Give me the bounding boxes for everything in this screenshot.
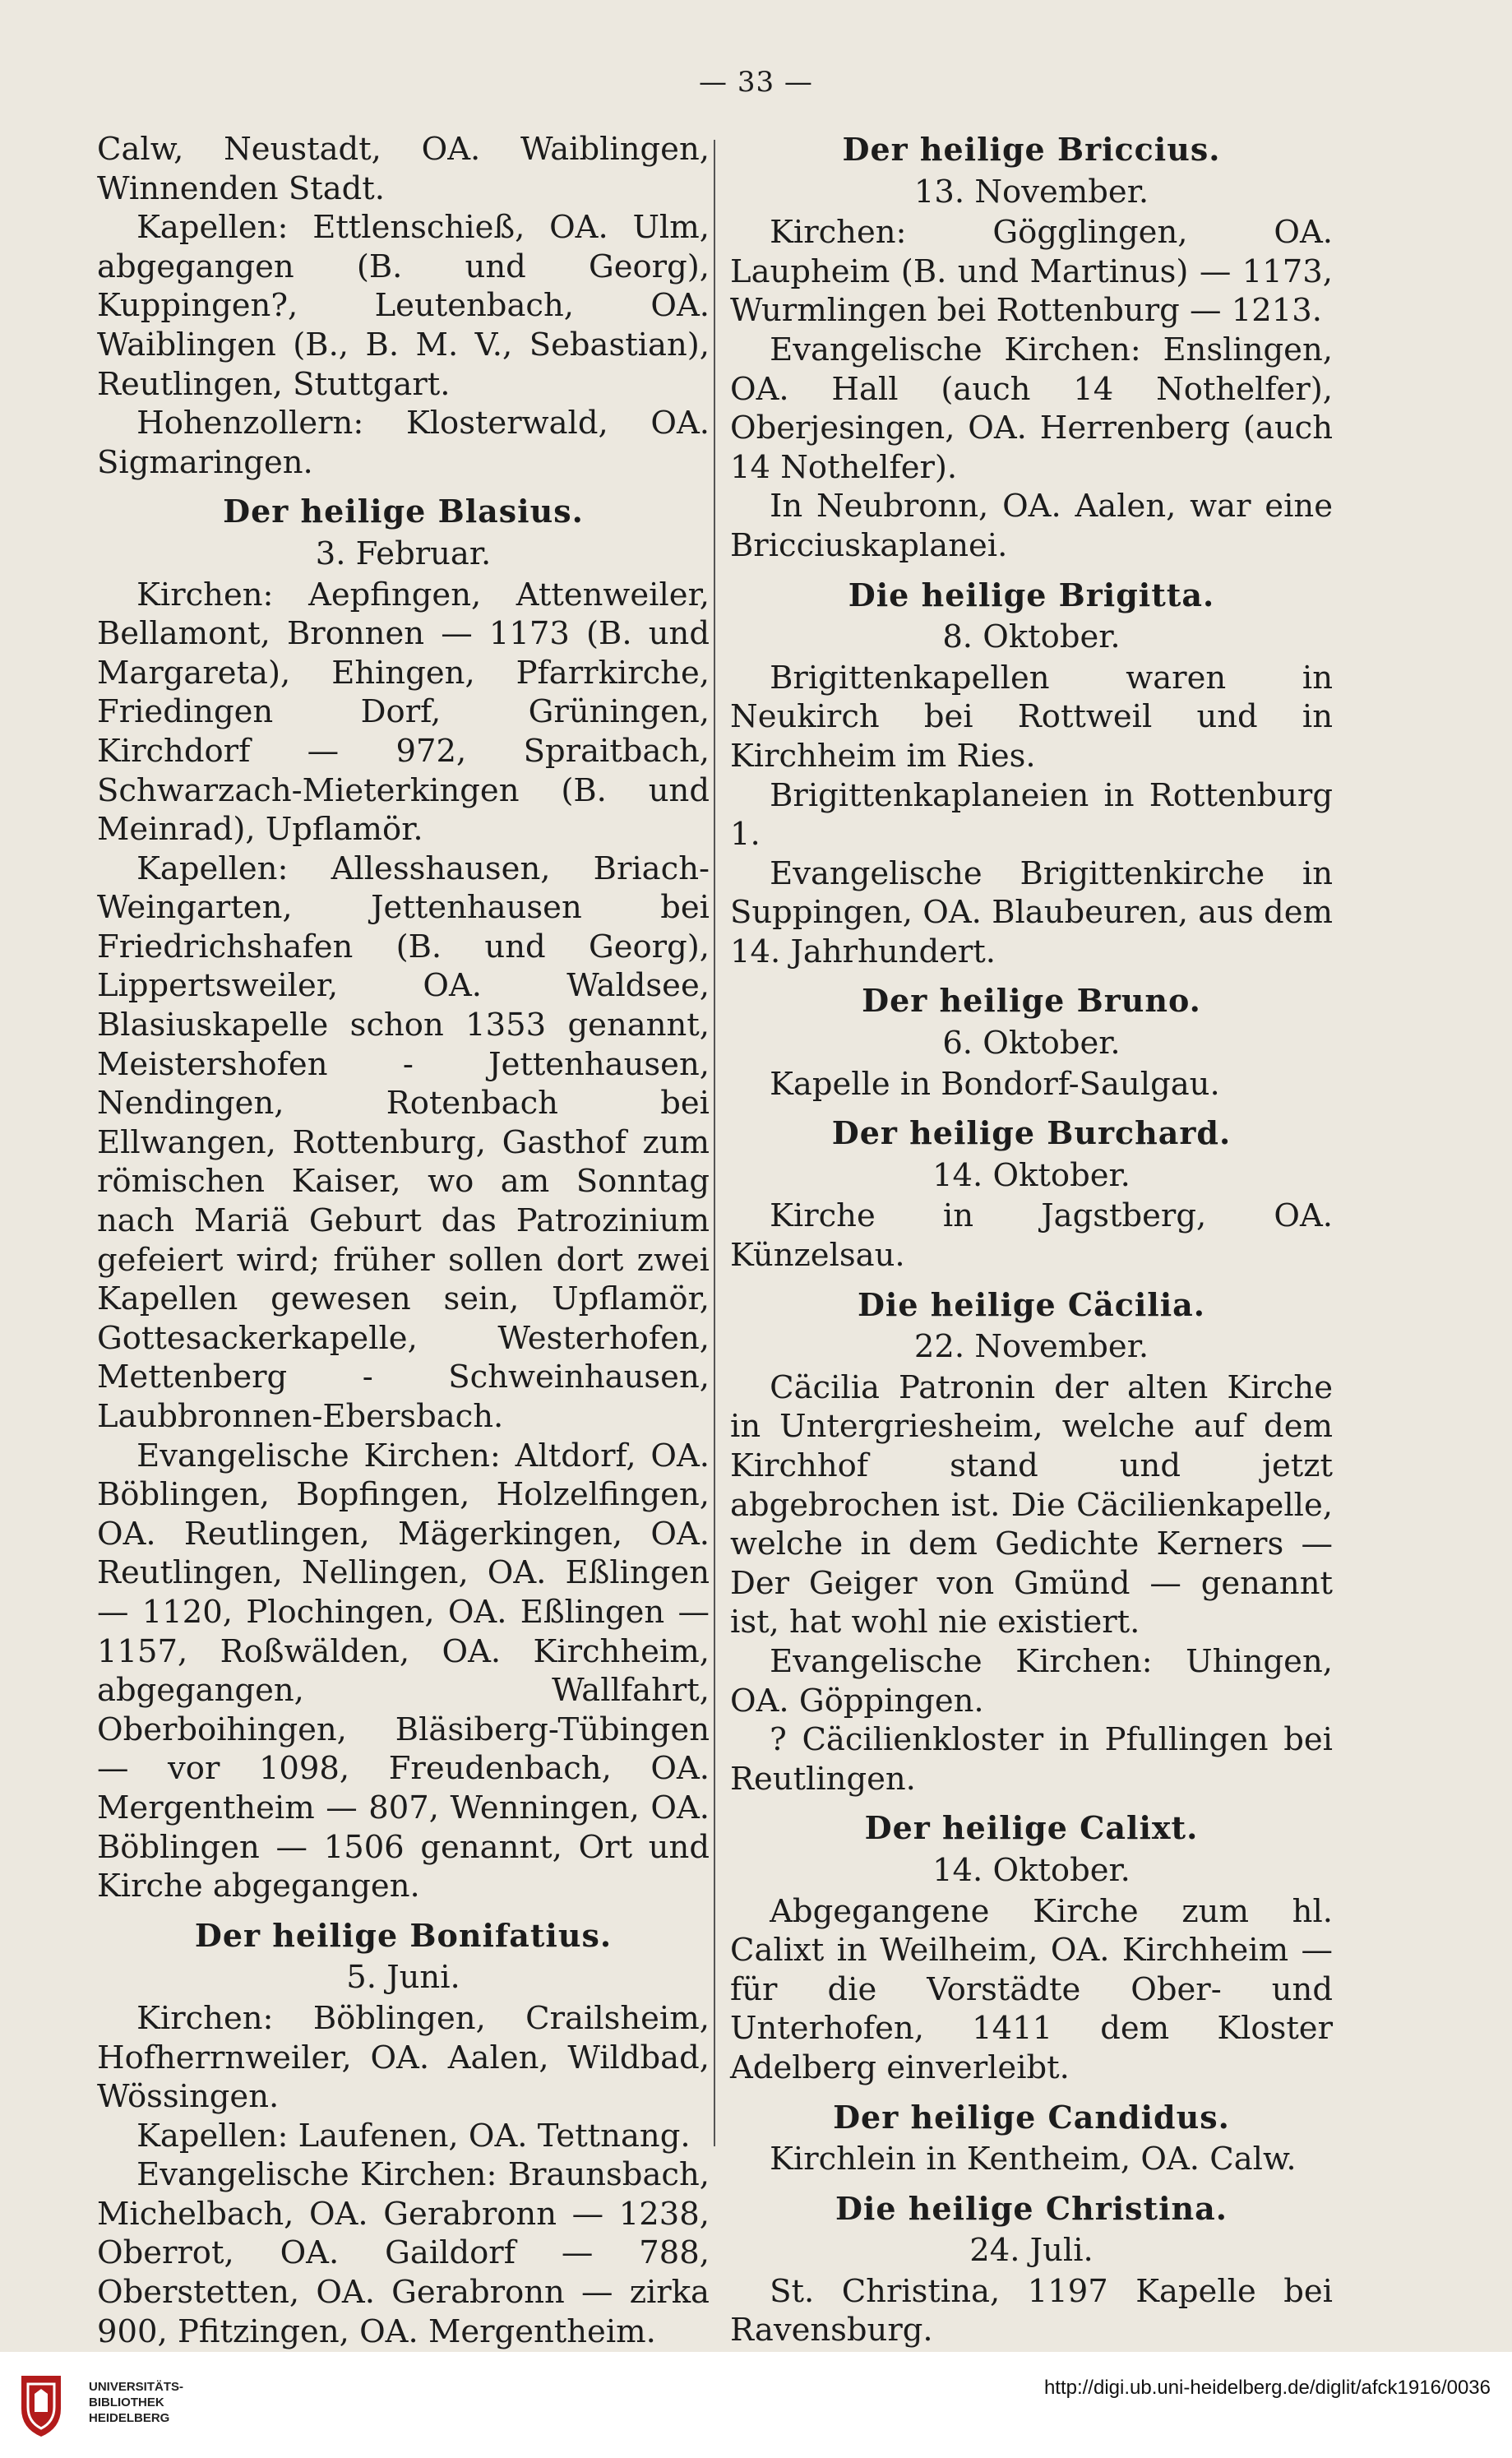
feast-date: 14. Oktober. [932,1851,1131,1889]
paragraph: Evangelische Kirchen: Enslingen, OA. Hall (auch 14 Nothelfer), Oberjesingen, OA. Herrenberg (auch 14 Nothelfer). [730,331,1333,486]
feast-date: 14. Oktober. [932,1156,1131,1194]
paragraph: Hohenzollern: Klosterwald, OA. Sigmaringen. [97,405,710,481]
saint-heading-briccius: Der heilige Briccius. [842,131,1221,168]
university-seal-icon [16,2372,66,2438]
saint-heading-brigitta: Die heilige Brigitta. [848,576,1215,613]
paragraph: Kirchlein in Kentheim, OA. Calw. [770,2141,1297,2178]
paragraph: Kirchen: Böblingen, Crailsheim, Hofherrnweiler, OA. Aalen, Wildbad, Wössingen. [97,1999,710,2116]
feast-date: 6. Oktober. [942,1025,1121,1062]
paragraph: Kirche in Jagstberg, OA. Künzelsau. [730,1197,1333,1275]
feast-date: 24. Juli. [969,2232,1094,2270]
saint-heading-blasius: Der heilige Blasius. [223,493,584,530]
right-column [730,130,1333,2350]
paragraph: Kapellen: Laufenen, OA. Tettnang. [136,2117,691,2155]
paragraph: Cäcilia Patronin der alten Kirche in Untergriesheim, welche auf dem Kirchhof stand und jetzt abgebrochen ist. Die Cäcilienkapelle, welche in dem Gedichte Kerners — Der Geiger von Gmünd — genannt ist, hat wohl nie existiert. [730,1368,1333,1641]
saint-heading-bonifatius: Der heilige Bonifatius. [194,1916,613,1954]
paragraph: St. Christina, 1197 Kapelle bei Ravensburg. [730,2272,1333,2349]
footer-bar [0,2352,1512,2458]
saint-heading-christina: Die heilige Christina. [835,2189,1228,2227]
library-name: UNIVERSITÄTS- BIBLIOTHEK HEIDELBERG [89,2380,184,2425]
paragraph: Kapellen: Allesshausen, Briach-Weingarten, Jettenhausen bei Friedrichshafen (B. und Georg), Lippertsweiler, OA. Waldsee, Blasiuskapelle schon 1353 genannt, Meistershofen - Jettenhausen, Nendingen, Rotenbach bei Ellwangen, Rottenburg, Gasthof zum römischen Kaiser, wo am Sonntag nach Mariä Geburt das Patrozinium gefeiert wird; früher sollen dort zwei Kapellen gewesen sein, Upflamör, Gottesackerkapelle, Westerhofen, Mettenberg - Schweinhausen, Laubbronnen-Ebersbach. [97,849,710,1435]
paragraph: Calw, Neustadt, OA. Waiblingen, Winnenden Stadt. [97,131,710,207]
paragraph: Brigittenkapellen waren in Neukirch bei Rottweil und in Kirchheim im Ries. [730,659,1333,775]
column-divider [714,140,715,2146]
paragraph: In Neubronn, OA. Aalen, war eine Bricciuskaplanei. [730,488,1333,564]
paragraph: Brigittenkaplaneien in Rottenburg 1. [730,776,1333,854]
saint-heading-calixt: Der heilige Calixt. [864,1809,1199,1847]
left-column [97,130,710,2351]
feast-date: 3. Februar. [315,535,492,572]
feast-date: 22. November. [913,1328,1149,1366]
paragraph: Kapellen: Ettlenschieß, OA. Ulm, abgegangen (B. und Georg), Kuppingen?, Leutenbach, OA. Waiblingen (B., B. M. V., Sebastian), Reutlingen, Stuttgart. [97,209,710,403]
paragraph: Evangelische Brigittenkirche in Suppingen, OA. Blaubeuren, aus dem 14. Jahrhundert. [730,854,1333,970]
page-number: — 33 — [699,66,813,99]
paragraph: Kirchen: Gögglingen, OA. Laupheim (B. und Martinus) — 1173, Wurmlingen bei Rottenburg — 1213. [730,214,1333,330]
saint-heading-candidus: Der heilige Candidus. [833,2098,1230,2136]
saint-heading-burchard: Der heilige Burchard. [831,1114,1232,1152]
feast-date: 13. November. [913,173,1149,211]
paragraph: Evangelische Kirchen: Uhingen, OA. Göppingen. [730,1642,1333,1720]
paragraph: Kirchen: Aepfingen, Attenweiler, Bellamont, Bronnen — 1173 (B. und Margareta), Ehingen, Pfarrkirche, Friedingen Dorf, Grüningen, Kirchdorf — 972, Spraitbach, Schwarzach-Mieterkingen (B. und Meinrad), Upflamör. [97,576,710,849]
paragraph: ? Cäcilienkloster in Pfullingen bei Reutlingen. [730,1721,1333,1798]
feast-date: 8. Oktober. [942,618,1121,656]
paragraph: Evangelische Kirchen: Altdorf, OA. Böblingen, Bopfingen, Holzelfingen, OA. Reutlingen, Mägerkingen, OA. Reutlingen, Nellingen, OA. Eßlingen — 1120, Plochingen, OA. Eßlingen — 1157, Roßwälden, OA. Kirchheim, abgegangen, Wallfahrt, Oberboihingen, Bläsiberg-Tübingen — vor 1098, Freudenbach, OA. Mergentheim — 807, Wenningen, OA. Böblingen — 1506 genannt, Ort und Kirche abgegangen. [97,1437,710,1905]
saint-heading-bruno: Der heilige Bruno. [862,982,1201,1020]
saint-heading-caecilia: Die heilige Cäcilia. [857,1285,1206,1323]
feast-date: 5. Juni. [346,1959,460,1997]
source-url[interactable]: http://digi.ub.uni-heidelberg.de/diglit/afck1916/0036 [1043,2377,1491,2399]
paragraph: Evangelische Kirchen: Braunsbach, Michelbach, OA. Gerabronn — 1238, Oberrot, OA. Gaildorf — 788, Oberstetten, OA. Gerabronn — zirka 900, Pfitzingen, OA. Mergentheim. [97,2156,710,2350]
paragraph: Abgegangene Kirche zum hl. Calixt in Weilheim, OA. Kirchheim — für die Vorstädte Ober- und Unterhofen, 1411 dem Kloster Adelberg einverleibt. [730,1892,1333,2086]
paragraph: Kapelle in Bondorf-Saulgau. [770,1065,1220,1103]
